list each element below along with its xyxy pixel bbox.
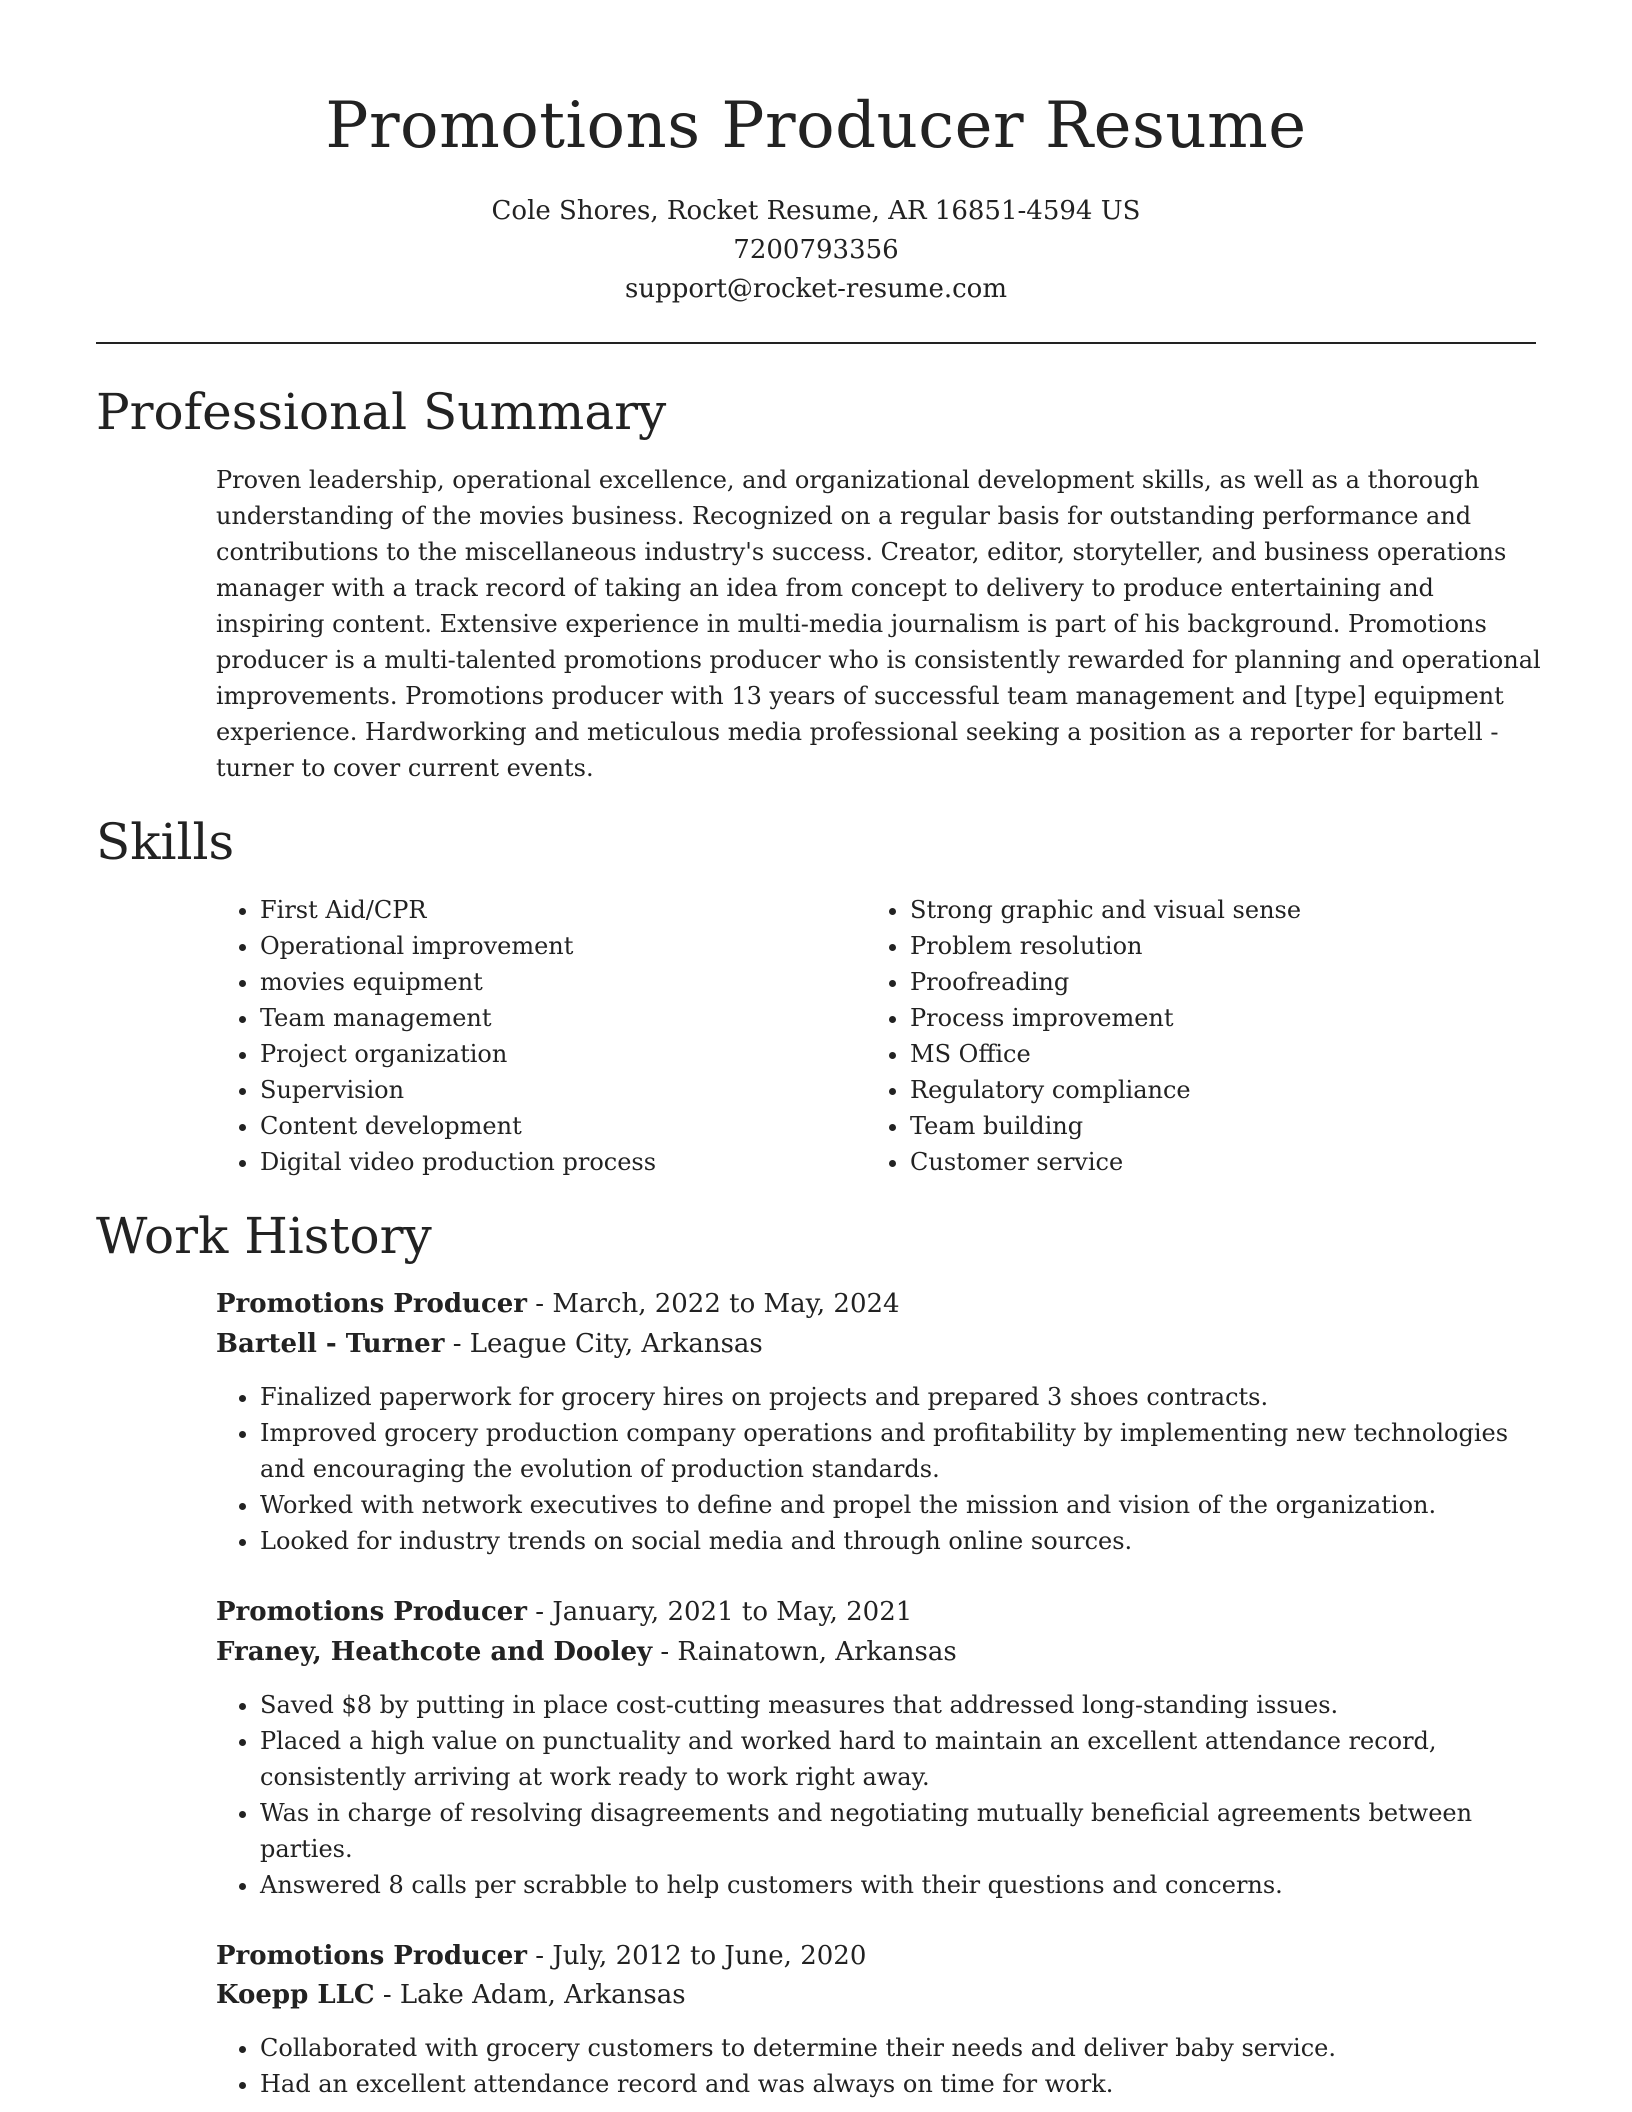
duty-item: • Finalized paperwork for grocery hires on projects and prepared 3 shoes contracts. [260,1379,1550,1415]
skill-item: • MS Office [910,1036,1301,1072]
job-role: Promotions Producer [216,1289,528,1319]
skill-item: • Process improvement [910,1000,1301,1036]
job-dates: - January, 2021 to May, 2021 [527,1597,913,1627]
skill-item: • Customer service [910,1144,1301,1180]
job-title-line [216,1936,866,1976]
job-company-line [216,1324,763,1364]
skill-item: • Team building [910,1108,1301,1144]
job-dates: - July, 2012 to June, 2020 [527,1941,867,1971]
job-dates: - March, 2022 to May, 2024 [527,1289,900,1319]
contact-phone: 7200793356 [733,235,899,265]
skill-item: • Problem resolution [910,928,1301,964]
skills-list-left [216,892,656,1180]
job-company-line [216,1632,957,1672]
resume-title: Promotions Producer Resume [325,89,1307,163]
duty-item: • Improved grocery production company operations and profitability by implementing new technologies and encouraging the evolution of production standards. [260,1415,1550,1487]
job-company: Franey, Heathcote and Dooley [216,1637,653,1667]
contact-address: Cole Shores, Rocket Resume, AR 16851-4594 US [491,196,1141,226]
skill-item: • Strong graphic and visual sense [910,892,1301,928]
job-title-line [216,1592,912,1632]
job-company-line [216,1975,686,2015]
skill-item: • Proofreading [910,964,1301,1000]
job-title-line [216,1284,900,1324]
skill-item: • Regulatory compliance [910,1072,1301,1108]
job-role: Promotions Producer [216,1941,528,1971]
contact-email: support@rocket-resume.com [624,274,1007,304]
skill-item: • movies equipment [260,964,656,1000]
job-role: Promotions Producer [216,1597,528,1627]
job-company: Koepp LLC [216,1980,375,2010]
duty-item: • Was in charge of resolving disagreements and negotiating mutually beneficial agreements between parties. [260,1795,1550,1867]
header-divider [96,342,1536,344]
summary-heading: Professional Summary [96,383,667,441]
skill-item: • Project organization [260,1036,656,1072]
job-location: - Lake Adam, Arkansas [374,1980,686,2010]
skill-item: • Supervision [260,1072,656,1108]
job-company: Bartell - Turner [216,1329,445,1359]
contact-block [0,192,1632,309]
summary-text: Proven leadership, operational excellence, and organizational development skills, as well as a thorough understanding of the movies business. Recognized on a regular basis for outstanding performance and contributions to the miscellaneous industry's success. Creator, editor, storyteller, and business operations manager with a track record of taking an idea from concept to delivery to produce entertaining and inspiring content. Extensive experience in multi-media journalism is part of his background. Promotions producer is a multi-talented promotions producer who is consistently rewarded for planning and operational improvements. Promotions producer with 13 years of successful team management and [type] equipment experience. Hardworking and meticulous media professional seeking a position as a reporter for bartell - turner to cover current events. [216,466,1541,782]
duty-item: • Saved $8 by putting in place cost-cutting measures that addressed long-standing issues. [260,1687,1550,1723]
skill-item: • First Aid/CPR [260,892,656,928]
skill-item: • Content development [260,1108,656,1144]
skill-item: • Team management [260,1000,656,1036]
duty-item: • Looked for industry trends on social media and through online sources. [260,1523,1550,1559]
duty-item: • Answered 8 calls per scrabble to help customers with their questions and concerns. [260,1867,1550,1903]
job-duties [216,1379,1550,1559]
duty-item: • Placed a high value on punctuality and worked hard to maintain an excellent attendance record, consistently arriving at work ready to work right away. [260,1723,1550,1795]
job-duties [216,1687,1550,1903]
duty-item: • Had an excellent attendance record and was always on time for work. [260,2066,1550,2102]
job-location: - Rainatown, Arkansas [652,1637,957,1667]
skill-item: • Digital video production process [260,1144,656,1180]
skills-list-right [866,892,1301,1180]
duty-item: • Collaborated with grocery customers to determine their needs and deliver baby service. [260,2030,1550,2066]
duty-item: • Worked with network executives to define and propel the mission and vision of the organization. [260,1487,1550,1523]
job-location: - League City, Arkansas [444,1329,763,1359]
skill-item: • Operational improvement [260,928,656,964]
skills-heading: Skills [96,813,235,871]
job-duties [216,2030,1550,2102]
work-heading: Work History [96,1207,432,1265]
